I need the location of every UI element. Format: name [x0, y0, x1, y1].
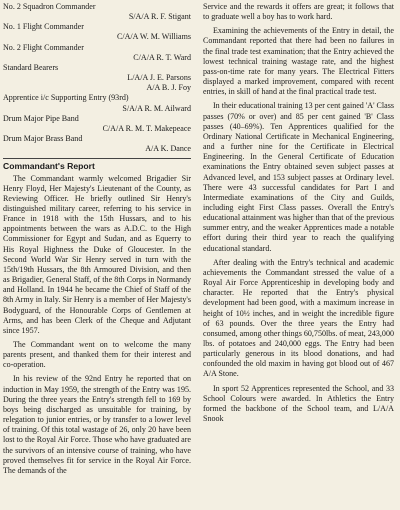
- appointment-holder: L/A/A J. E. Parsons: [127, 73, 191, 83]
- paragraph: In their educational training 13 per cent gained 'A' Class passes (70% or over) and 85 per cent gained 'B' Class passes (40–69%). Ten Apprentices qualified for the Ordinary National Certificate in Mechanical Engineering, and a further nine for the Certificate in Electrical Engineering. In the General Certificate of Education examinations the Entry obtained seven subject passes at Advanced level, and 153 subject passes at Ordinary level. There were 43 successful candidates for Part I and Intermediate examinations of the City and Guilds, including eight First Class passes. Overall the Entry's educational attainment was higher than that of the previous summer entry, and the weaker Apprentices made a notable effort during their third year to reach the qualifying educational standard.: [203, 101, 394, 253]
- paragraph: In sport 52 Apprentices represented the School, and 33 School Colours were awarded. In Athletics the Entry formed the backbone of the School team, and L/A/A Snook: [203, 383, 394, 424]
- appointment-role: Apprentice i/c Supporting Entry (93rd): [3, 93, 129, 103]
- paragraph: After dealing with the Entry's technical and academic achievements the Commandant stressed the value of a Royal Air Force Apprenticeship in developing body and character. He reported that the Entry's physical development had been good, with a maximum increase in height of 10½ inches, and in weight the incredible figure of 63 pounds. Over the three years the Entry had consumed, among other things 60,750lbs. of meat, 243,000 lbs. of potatoes and 240,000 eggs. The Entry had been particularly generous in its blood donations, and had confounded the old maxim in having got blood out of 467 A/A Stone.: [203, 257, 394, 379]
- appointment-role: No. 1 Flight Commander: [3, 22, 84, 32]
- appointment-holder: A/A K. Dance: [145, 144, 191, 154]
- paragraph: The Commandant warmly welcomed Brigadier Sir Henry Floyd, Her Majesty's Lieutenant of the County, as Reviewing Officer. He briefly outlined Sir Henry's distinguished military career, referring to his service in France in 1918 with the 15th Hussars, and to his appointments between the wars as A.D.C. to the High Commissioner for Egypt and Sudan, and as Equerry to His Royal Highness the Duke of Gloucester. In the Second World War Sir Henry served in turn with the 15th/19th Hussars, the 8th Armoured Division, and then as Brigadier, General Staff, of the 8th Corps in Normandy and Holland. In 1944 he became the Chief of Staff of the 8th Army in Italy. Sir Henry is a member of Her Majesty's Bodyguard, of the Honourable Corps of Gentlemen at Arms, and has been Clerk of the Cheque and Adjutant since 1957.: [3, 173, 191, 335]
- appointment-role: Drum Major Pipe Band: [3, 113, 79, 123]
- left-column: [3, 2, 191, 480]
- appointment-holder: C/A/A W. M. Williams: [117, 32, 191, 42]
- appointment-role: Drum Major Brass Band: [3, 134, 83, 144]
- paragraph: The Commandant went on to welcome the many parents present, and thanked them for their interest and co-operation.: [3, 340, 191, 370]
- paragraph: Service and the rewards it offers are great; it follows that to graduate well a boy has to work hard.: [203, 2, 394, 22]
- appointment-role: No. 2 Flight Commander: [3, 42, 84, 52]
- paragraph: In his review of the 92nd Entry he reported that on induction in May 1959, the strength of the Entry was 195. During the three years the Entry's strength fell to 169 by boys being discharged as unsuitable for training, by relegation to junior entries, or by transfer to a lower level of training. Of this total wastage of 26, only 20 have been lost to the Royal Air Force. Those who have graduated are the survivors of an intensive course of training, who have proved themselves fit for service in the Royal Air Force. The demands of the: [3, 374, 191, 475]
- appointment-holder: C/A/A R. T. Ward: [133, 52, 191, 62]
- appointments-list: [3, 2, 191, 154]
- appointment-holder: S/A/A R. M. Ailward: [122, 103, 191, 113]
- appointment-holder: C/A/A R. M. T. Makepeace: [102, 123, 191, 133]
- appointment-role: No. 2 Squadron Commander: [3, 2, 96, 11]
- appointment-holder: A/A B. J. Foy: [146, 83, 191, 93]
- appointment-holder: S/A/A R. F. Stigant: [128, 12, 191, 22]
- paragraph: Examining the achievements of the Entry in detail, the Commandant reported that there had been no failures in the final trade test examination; that the Entry achieved the lowest technical training wastage rate, and the highest pass-on-time rate for many years. The Electrical Fitters displayed a marked improvement, compared with recent entries, in skill of hand at the final practical trade test.: [203, 26, 394, 97]
- section-heading: Commandant's Report: [3, 158, 191, 171]
- appointment-role: Standard Bearers: [3, 62, 59, 72]
- right-column: [203, 2, 394, 428]
